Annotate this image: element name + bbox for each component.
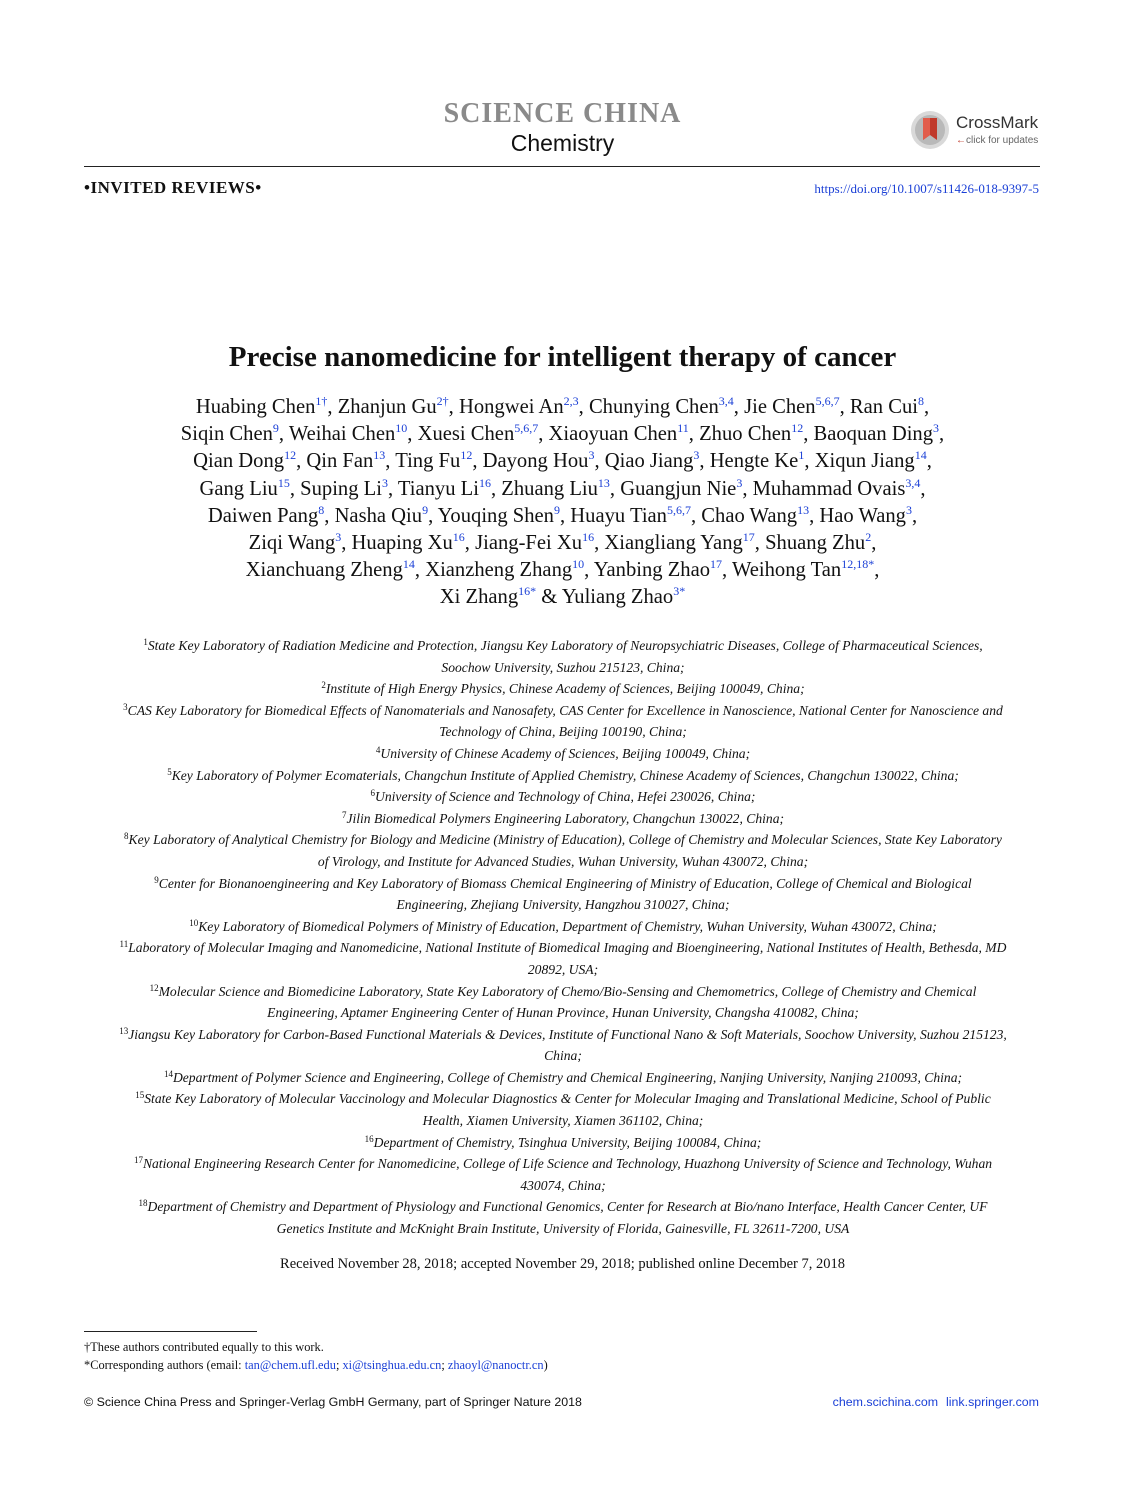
- corresponding-prefix: *Corresponding authors (email:: [84, 1358, 245, 1372]
- email-link[interactable]: zhaoyl@nanoctr.cn: [447, 1358, 544, 1372]
- affiliation-number: 4: [375, 744, 381, 755]
- author-separator: ,: [289, 477, 301, 500]
- author-affiliation-ref[interactable]: 16: [582, 530, 595, 545]
- author-name: Huayu Tian: [570, 504, 667, 527]
- author-name: Tianyu Li: [397, 477, 479, 500]
- article-title: Precise nanomedicine for intelligent therapy of cancer: [228, 341, 897, 373]
- affiliation-item: [118, 829, 1008, 872]
- author-separator: ,: [699, 450, 710, 473]
- affiliation-text: University of Science and Technology of China, Hefei 230026, China;: [375, 789, 756, 805]
- author-separator: ,: [594, 450, 605, 473]
- author-affiliation-ref[interactable]: 12: [460, 448, 473, 463]
- author-name: Youqing Shen: [437, 504, 554, 527]
- crossmark-badge[interactable]: [910, 110, 1050, 152]
- author-affiliation-ref[interactable]: 5,6,7: [815, 394, 840, 408]
- author-affiliation-ref[interactable]: 3: [933, 421, 940, 436]
- site-link[interactable]: link.springer.com: [946, 1395, 1039, 1409]
- affiliation-text: CAS Key Laboratory for Biomedical Effects of Nanomaterials and Nanosafety, CAS Center for Excellence in Nanoscience, National Center for Nanoscience and Technology of China, Beijing 100190, China;: [127, 702, 1003, 740]
- author-affiliation-ref[interactable]: 3: [588, 448, 595, 463]
- affiliation-text: State Key Laboratory of Molecular Vaccinology and Molecular Diagnostics & Center for Molecular Imaging and Translational Medicine, School of Public Health, Xiamen University, Xiamen 361102, China;: [144, 1091, 991, 1129]
- author-affiliation-ref[interactable]: 13: [597, 475, 610, 490]
- author-affiliation-ref[interactable]: 2: [865, 530, 872, 545]
- author-affiliation-ref[interactable]: 10: [395, 421, 408, 436]
- crossmark-subtitle: ←click for updates: [956, 135, 1039, 146]
- author-affiliation-ref[interactable]: 16: [452, 530, 465, 545]
- author-line: [110, 557, 1015, 584]
- back-arrow-icon: ←: [956, 135, 966, 146]
- author-name: Weihai Chen: [288, 423, 396, 446]
- affiliation-text: Department of Chemistry, Tsinghua University, Beijing 100084, China;: [373, 1134, 762, 1150]
- author-name: Suping Li: [300, 477, 382, 500]
- author-affiliation-ref[interactable]: 17: [742, 530, 755, 545]
- author-name: Shuang Zhu: [765, 532, 866, 555]
- author-separator: ,: [939, 423, 945, 446]
- author-line: [110, 530, 1015, 557]
- author-name: Xianzheng Zhang: [425, 559, 573, 582]
- affiliation-number: 3: [123, 701, 128, 712]
- author-affiliation-ref[interactable]: 1†: [315, 394, 328, 408]
- affiliation-item: [118, 1153, 1008, 1196]
- email-separator: ;: [335, 1358, 343, 1372]
- author-name: Chunying Chen: [588, 396, 719, 418]
- author-affiliation-ref[interactable]: 3*: [673, 584, 686, 599]
- author-separator: ,: [385, 450, 396, 473]
- author-name: Xiqun Jiang: [814, 450, 915, 473]
- author-separator: ,: [688, 423, 700, 446]
- journal-name: SCIENCE CHINA: [443, 98, 682, 129]
- author-separator: ,: [803, 423, 814, 446]
- author-affiliation-ref[interactable]: 16: [478, 475, 491, 490]
- affiliation-item: [118, 678, 1008, 700]
- author-name: Qin Fan: [306, 450, 374, 473]
- author-affiliation-ref[interactable]: 5,6,7: [666, 502, 691, 517]
- affiliation-item: [118, 765, 1008, 787]
- author-affiliation-ref[interactable]: 3,4: [718, 394, 734, 408]
- author-affiliation-ref[interactable]: 9: [422, 502, 429, 517]
- affiliation-number: 6: [370, 788, 376, 799]
- affiliation-text: Key Laboratory of Polymer Ecomaterials, Changchun Institute of Applied Chemistry, Chinese Academy of Sciences, Changchun 130022, China;: [171, 767, 959, 783]
- affiliation-number: 15: [135, 1090, 145, 1101]
- author-name: Baoquan Ding: [813, 423, 934, 446]
- author-affiliation-ref[interactable]: 5,6,7: [514, 421, 539, 436]
- author-affiliation-ref[interactable]: 2,3: [563, 394, 579, 408]
- affiliation-number: 10: [189, 917, 199, 928]
- site-links: [825, 1395, 1039, 1409]
- author-separator: ,: [804, 450, 815, 473]
- site-link[interactable]: chem.scichina.com: [832, 1395, 939, 1409]
- author-name: Zhanjun Gu: [337, 396, 437, 418]
- affiliation-item: [118, 1132, 1008, 1154]
- author-affiliation-ref[interactable]: 8: [917, 394, 924, 408]
- affiliation-item: [118, 700, 1008, 743]
- author-separator: ,: [341, 532, 352, 555]
- affiliation-number: 13: [119, 1025, 129, 1036]
- doi-link[interactable]: https://doi.org/10.1007/s11426-018-9397-5: [814, 181, 1039, 196]
- journal-subtitle: Chemistry: [510, 130, 615, 156]
- author-affiliation-ref[interactable]: 14: [914, 448, 927, 463]
- author-separator: ,: [742, 477, 753, 500]
- author-separator: ,: [923, 396, 930, 418]
- author-separator: ,: [722, 559, 732, 582]
- author-affiliation-ref[interactable]: 3: [693, 448, 700, 463]
- author-name: Hao Wang: [819, 504, 906, 527]
- author-name: Zhuo Chen: [699, 423, 792, 446]
- affiliation-number: 7: [341, 809, 347, 820]
- crossmark-title: CrossMark: [956, 113, 1039, 132]
- author-line: [110, 448, 1015, 475]
- author-name: Chao Wang: [701, 504, 798, 527]
- email-link[interactable]: xi@tsinghua.edu.cn: [342, 1358, 442, 1372]
- author-affiliation-ref[interactable]: 12: [791, 421, 804, 436]
- author-separator: ,: [809, 504, 820, 527]
- crossmark-icon: [910, 110, 950, 150]
- author-name: Ting Fu: [395, 450, 461, 473]
- author-separator: ,: [324, 504, 335, 527]
- header-rule: [84, 166, 1040, 167]
- affiliation-number: 2: [321, 680, 326, 691]
- email-separator: ;: [441, 1358, 448, 1372]
- author-name: Gang Liu: [199, 477, 278, 500]
- author-affiliation-ref[interactable]: 3,4: [905, 475, 921, 490]
- author-name: Xiangliang Yang: [604, 532, 743, 555]
- author-separator: ,: [296, 450, 307, 473]
- author-affiliation-ref[interactable]: 13: [373, 448, 386, 463]
- author-separator: ,: [920, 477, 926, 500]
- author-affiliation-ref[interactable]: 14: [402, 557, 415, 572]
- affiliation-item: [118, 808, 1008, 830]
- section-label: •INVITED REVIEWS•: [84, 178, 262, 197]
- author-name: Huaping Xu: [351, 532, 453, 555]
- author-separator: ,: [690, 504, 702, 527]
- author-line: [110, 584, 1015, 611]
- footnote-rule: [84, 1331, 257, 1332]
- author-affiliation-ref[interactable]: 3: [381, 475, 388, 490]
- author-affiliation-ref[interactable]: 13: [797, 502, 810, 517]
- author-name: Yuliang Zhao: [561, 586, 674, 609]
- author-line: [110, 503, 1015, 530]
- author-name: Xiaoyuan Chen: [548, 423, 678, 446]
- author-affiliation-ref[interactable]: 17: [710, 557, 723, 572]
- affiliation-item: [118, 916, 1008, 938]
- email-link[interactable]: tan@chem.ufl.edu: [244, 1358, 336, 1372]
- author-affiliation-ref[interactable]: 10: [572, 557, 585, 572]
- copyright-notice: © Science China Press and Springer-Verlag GmbH Germany, part of Springer Nature 2018: [84, 1395, 582, 1409]
- affiliation-number: 9: [154, 874, 159, 885]
- affiliation-item: [118, 786, 1008, 808]
- author-name: Huabing Chen: [195, 396, 316, 418]
- author-separator: ,: [874, 559, 880, 582]
- affiliation-number: 18: [138, 1198, 148, 1209]
- author-line: [110, 476, 1015, 503]
- affiliation-item: [118, 1088, 1008, 1131]
- author-name: Xianchuang Zheng: [245, 559, 403, 582]
- publication-dates: Received November 28, 2018; accepted November 29, 2018; published online December 7, 2018: [280, 1256, 845, 1272]
- affiliation-item: [118, 981, 1008, 1024]
- author-affiliation-ref[interactable]: 1: [798, 448, 805, 463]
- author-name: Muhammad Ovais: [752, 477, 906, 500]
- author-list: [110, 394, 1015, 612]
- affiliation-text: Center for Bionanoengineering and Key Laboratory of Biomass Chemical Engineering of Ministry of Education, College of Chemical and Biological Engineering, Zhejiang University, Hangzhou 310027, China;: [158, 875, 972, 913]
- affiliation-text: Key Laboratory of Biomedical Polymers of Ministry of Education, Department of Chemistry, Wuhan University, Wuhan 430072, China;: [198, 918, 937, 934]
- affiliation-list: [118, 635, 1008, 1240]
- affiliation-number: 14: [163, 1068, 173, 1079]
- affiliation-text: University of Chinese Academy of Sciences, Beijing 100049, China;: [380, 745, 751, 761]
- affiliation-number: 11: [119, 939, 129, 950]
- author-affiliation-ref[interactable]: 15: [277, 475, 290, 490]
- affiliation-item: [118, 937, 1008, 980]
- author-separator: ,: [594, 532, 605, 555]
- author-name: Daiwen Pang: [207, 504, 319, 527]
- author-separator: ,: [448, 396, 459, 418]
- author-name: Guangjun Nie: [620, 477, 737, 500]
- author-affiliation-ref[interactable]: 11: [677, 421, 689, 436]
- author-separator: ,: [559, 504, 571, 527]
- author-separator: ,: [871, 532, 877, 555]
- author-name: Xi Zhang: [439, 586, 519, 609]
- affiliation-number: 12: [149, 982, 159, 993]
- author-separator: ,: [578, 396, 589, 418]
- affiliation-text: State Key Laboratory of Radiation Medicine and Protection, Jiangsu Key Laboratory of Neuropsychiatric Diseases, College of Pharmaceutical Sciences, Soochow University, Suzhou 215123, China;: [147, 638, 983, 675]
- footnotes: [84, 1338, 548, 1374]
- affiliation-item: [118, 1067, 1008, 1089]
- author-separator: ,: [839, 396, 850, 418]
- author-name: Nasha Qiu: [334, 504, 423, 527]
- author-name: Hengte Ke: [709, 450, 799, 473]
- author-affiliation-ref[interactable]: 12,18*: [841, 557, 875, 572]
- corresponding-authors-note: [84, 1356, 548, 1374]
- author-name: Zhuang Liu: [501, 477, 598, 500]
- affiliation-text: Jilin Biomedical Polymers Engineering Laboratory, Changchun 130022, China;: [346, 810, 785, 826]
- author-affiliation-ref[interactable]: 3: [736, 475, 743, 490]
- author-name: Jiang-Fei Xu: [475, 532, 583, 555]
- affiliation-item: [118, 635, 1008, 678]
- author-name: Qian Dong: [193, 450, 285, 473]
- author-affiliation-ref[interactable]: 9: [272, 421, 279, 436]
- author-separator: ,: [754, 532, 766, 555]
- author-separator: &: [536, 586, 562, 609]
- corresponding-suffix: ): [543, 1358, 548, 1372]
- affiliation-text: Jiangsu Key Laboratory for Carbon-Based Functional Materials & Devices, Institute of Functional Nano & Soft Materials, Soochow University, Suzhou 215123, China;: [128, 1026, 1007, 1064]
- author-affiliation-ref[interactable]: 3: [335, 530, 342, 545]
- affiliation-item: [118, 1196, 1008, 1239]
- author-separator: ,: [278, 423, 289, 446]
- author-separator: ,: [911, 504, 918, 527]
- author-affiliation-ref[interactable]: 3: [905, 502, 912, 517]
- author-name: Hongwei An: [458, 396, 564, 418]
- author-affiliation-ref[interactable]: 12: [284, 448, 297, 463]
- affiliation-number: 5: [167, 766, 172, 777]
- affiliation-item: [118, 873, 1008, 916]
- author-name: Dayong Hou: [482, 450, 589, 473]
- author-separator: ,: [414, 559, 426, 582]
- author-line: [110, 394, 1015, 421]
- author-separator: ,: [584, 559, 594, 582]
- author-affiliation-ref[interactable]: 16*: [518, 584, 537, 599]
- author-separator: ,: [490, 477, 502, 500]
- author-separator: ,: [407, 423, 418, 446]
- affiliation-item: [118, 743, 1008, 765]
- affiliation-item: [118, 1024, 1008, 1067]
- author-separator: ,: [464, 532, 476, 555]
- affiliation-text: Department of Polymer Science and Engineering, College of Chemistry and Chemical Engineering, Nanjing University, Nanjing 210093, China;: [172, 1069, 963, 1085]
- author-affiliation-ref[interactable]: 8: [318, 502, 325, 517]
- affiliation-number: 8: [124, 831, 129, 842]
- author-separator: ,: [733, 396, 745, 418]
- affiliation-text: Molecular Science and Biomedicine Laboratory, State Key Laboratory of Chemo/Bio-Sensing and Chemometrics, College of Chemistry and Chemical Engineering, Aptamer Engineering Center of Hunan Province, Hunan University, Changsha 410082, China;: [158, 983, 977, 1021]
- author-separator: ,: [538, 423, 549, 446]
- author-separator: ,: [428, 504, 438, 527]
- author-name: Ran Cui: [849, 396, 918, 418]
- author-name: Xuesi Chen: [417, 423, 515, 446]
- author-separator: ,: [387, 477, 398, 500]
- affiliation-number: 17: [133, 1155, 143, 1166]
- author-name: Ziqi Wang: [248, 532, 336, 555]
- author-name: Qiao Jiang: [604, 450, 694, 473]
- author-name: Weihong Tan: [731, 559, 842, 582]
- author-separator: ,: [926, 450, 932, 473]
- affiliation-text: Laboratory of Molecular Imaging and Nanomedicine, National Institute of Biomedical Imaging and Bioengineering, National Institutes of Health, Bethesda, MD 20892, USA;: [128, 940, 1007, 977]
- author-separator: ,: [472, 450, 483, 473]
- author-affiliation-ref[interactable]: 9: [553, 502, 560, 517]
- affiliation-text: Key Laboratory of Analytical Chemistry for Biology and Medicine (Ministry of Education), College of Chemistry and Molecular Sciences, State Key Laboratory of Virology, and Institute for Advanced Studies, Wuhan University, Wuhan 430072, China;: [128, 832, 1002, 869]
- author-line: [110, 421, 1015, 448]
- affiliation-number: 16: [364, 1133, 374, 1144]
- author-separator: ,: [327, 396, 338, 418]
- affiliation-text: National Engineering Research Center for Nanomedicine, College of Life Science and Technology, Huazhong University of Science and Technology, Wuhan 430074, China;: [142, 1156, 993, 1193]
- affiliation-number: 1: [143, 637, 148, 647]
- affiliation-text: Department of Chemistry and Department of Physiology and Functional Genomics, Center for Research at Bio/nano Interface, Health Cancer Center, UF Genetics Institute and McKnight Brain Institute, University of Florida, Gainesville, FL 32611-7200, USA: [147, 1199, 988, 1237]
- equal-contribution-note: †These authors contributed equally to this work.: [84, 1340, 324, 1354]
- author-separator: ,: [609, 477, 621, 500]
- author-name: Yanbing Zhao: [593, 559, 711, 582]
- author-affiliation-ref[interactable]: 2†: [436, 394, 449, 408]
- author-name: Jie Chen: [744, 396, 816, 418]
- affiliation-text: Institute of High Energy Physics, Chinese Academy of Sciences, Beijing 100049, China;: [325, 681, 805, 697]
- author-name: Siqin Chen: [180, 423, 273, 446]
